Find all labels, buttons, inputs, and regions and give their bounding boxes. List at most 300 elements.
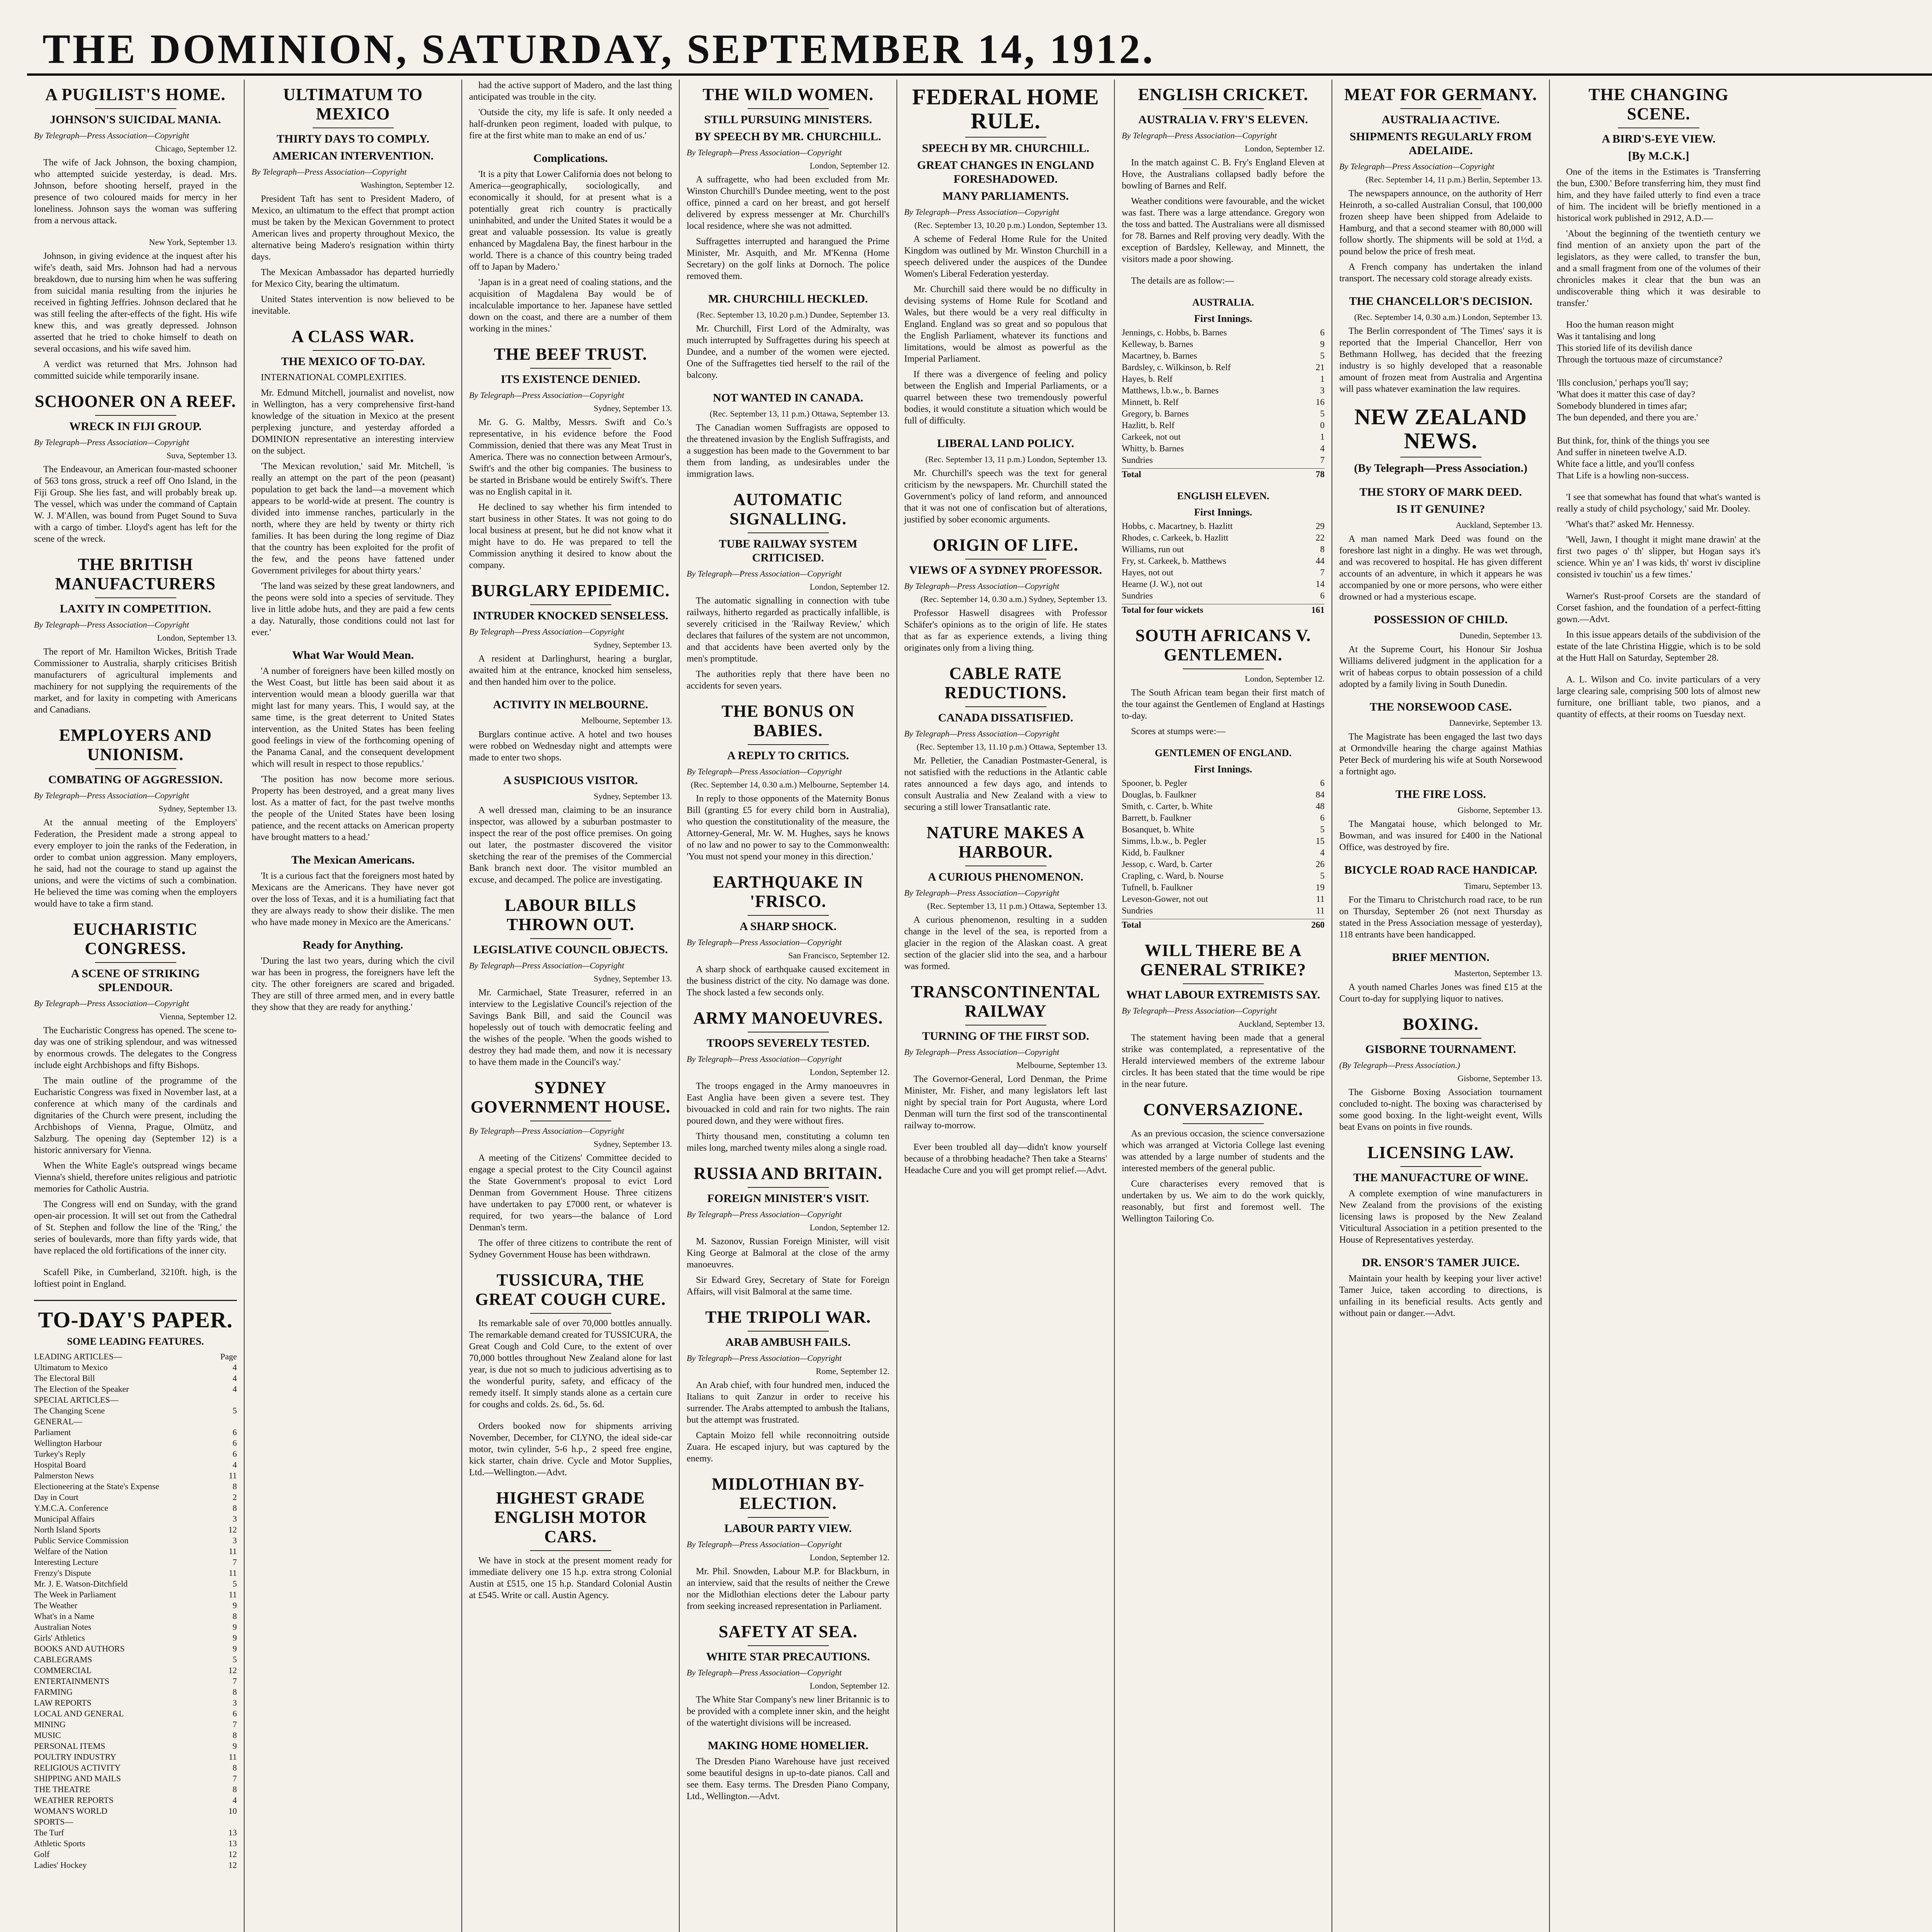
article: [1339, 1256, 1542, 1319]
paragraph: Captain Moizo fell while reconnoitring outside Zuara. He escaped injury, but was captured by the enemy.: [687, 1430, 889, 1464]
contents-row: [34, 1719, 237, 1730]
paragraph: Ever been troubled all day—didn't know yourself because of a throbbing headache? Then take a Stearns' Headache Cure and you will get prompt relief.—Advt.: [904, 1142, 1107, 1175]
contents-row: [34, 1741, 237, 1752]
batsman: Bosanquet, b. White: [1122, 825, 1194, 834]
telegraph-credit: By Telegraph—Press Association—Copyright: [904, 207, 1060, 217]
article-subheading: MANY PARLIAMENTS.: [942, 190, 1069, 202]
contents-row: [34, 1546, 237, 1557]
paragraph: Suffragettes interrupted and harangued the Prime Minister, Mr. Asquith, and Mr. M'Kenna (Home Secretary) on the golf links at Dornoch. The police removed them.: [687, 236, 889, 281]
headline-rule: [748, 1331, 829, 1332]
headline-rule: [1183, 668, 1264, 669]
contents-row: [34, 1427, 237, 1438]
contents-label: Electioneering at the State's Expense: [34, 1481, 160, 1491]
article-headline: TUSSICURA, THE GREAT COUGH CURE.: [475, 1270, 666, 1309]
contents-page: 9: [233, 1644, 237, 1653]
contents-label: Welfare of the Nation: [34, 1546, 108, 1556]
dateline: Sydney, September 13.: [158, 804, 237, 813]
paragraph: The report of Mr. Hamilton Wickes, British Trade Commissioner to Australia, sharply criticises British manufacturers of agricultural implements and machinery for not supplying the requirements of the market, and for laxity in competing with Americans and Canadians.: [34, 647, 237, 715]
paragraph: 'A number of foreigners have been killed mostly on the West Coast, but little has been said about it as intervention would mean a bloody guerilla war that might last for many years. This, I would say, at the same time, is the great deterrent to United States intervention, as the United States has been feeling good feelings in view of the forthcoming opening of the Panama Canal, and the consequent development which will result in respect to those republics.': [252, 666, 454, 769]
headline-rule: [530, 604, 611, 605]
scorecard-row: [1122, 835, 1325, 847]
contents-page: 5: [233, 1579, 237, 1588]
contents-page: 4: [233, 1362, 237, 1372]
contents-label: Ladies' Hockey: [34, 1860, 87, 1870]
contents-row: [34, 1827, 237, 1838]
total-runs: 78: [1316, 469, 1325, 479]
paragraph: Mr. Churchill, First Lord of the Admiralty, was much interrupted by Suffragettes during his speech at Dundee, and a number of the women were ejected. One of the Suffragettes tied herself to the rail of the balcony.: [687, 324, 889, 380]
article: [1339, 485, 1542, 603]
contents-row: [34, 1687, 237, 1697]
contents-page: 10: [228, 1806, 237, 1816]
article-subheading: THIRTY DAYS TO COMPLY.: [276, 133, 430, 145]
batsman: Simms, l.b.w., b. Pegler: [1122, 836, 1206, 846]
article-headline: TRANSCONTINENTAL RAILWAY: [911, 982, 1100, 1020]
dateline: Dunedin, September 13.: [1459, 631, 1542, 640]
batsman: Kidd, b. Faulkner: [1122, 848, 1185, 857]
column-4: [680, 80, 897, 1932]
article-subheading: MAKING HOME HOMELIER.: [707, 1739, 869, 1752]
batsman: Minnett, b. Relf: [1122, 397, 1179, 407]
dateline: Sydney, September 13.: [594, 1139, 672, 1149]
batsman: Carkeek, not out: [1122, 432, 1181, 442]
runs: 6: [1320, 591, 1325, 600]
paragraph: The Berlin correspondent of 'The Times' says it is reported that the Imperial Chancellor, Herr von Bethmann Hollweg, has decided that the freezing industry is so highly developed that a reasonable amount of frozen meat from Australia and Argentina will pass whatever examination the law requires.: [1339, 326, 1542, 394]
todays-paper-headline: TO-DAY'S PAPER.: [38, 1307, 233, 1332]
dateline: London, September 12.: [1245, 144, 1325, 153]
dateline: London, September 12.: [810, 1681, 889, 1690]
scorecard-row: [1122, 590, 1325, 602]
contents-page: 9: [233, 1633, 237, 1643]
contents-label: What's in a Name: [34, 1611, 95, 1621]
scorecard-row: [1122, 420, 1325, 431]
paragraph: Sir Edward Grey, Secretary of State for Foreign Affairs, will visit Balmoral at the same time.: [687, 1275, 889, 1297]
article-subheading: POSSESSION OF CHILD.: [1374, 613, 1508, 626]
scorecard-row: [1122, 350, 1325, 362]
contents-label: GENERAL—: [34, 1417, 82, 1426]
contents-page: 12: [228, 1849, 237, 1859]
article-subheading: A SHARP SHOCK.: [740, 920, 837, 933]
paragraph: Weather conditions were favourable, and the wicket was fast. There was a large attendance. Gregory won the toss and batted. The Australians were all dismissed for 78. Barnes and Relf proving very deadly. With the exception of Bardsley, Kelleway, and Minnett, the visitors made a poor showing.: [1122, 196, 1325, 264]
article: [1122, 275, 1325, 287]
paragraph: Cure characterises every removed that is undertaken by us. We aim to do the work quickly, reasonably, but first and foremost well. The Wellington Tailoring Co.: [1122, 1179, 1325, 1224]
article-subheading: STILL PURSUING MINISTERS.: [704, 113, 872, 126]
headline-rule: [95, 415, 176, 416]
contents-row: [34, 1752, 237, 1762]
article: [252, 853, 454, 928]
contents-page: 8: [233, 1611, 237, 1621]
batsman: Smith, c. Carter, b. White: [1122, 801, 1213, 811]
contents-row: [34, 1806, 237, 1816]
article-headline: CABLE RATE REDUCTIONS.: [944, 664, 1067, 702]
runs: 8: [1320, 544, 1325, 554]
paragraph: Mr. G. G. Maltby, Messrs. Swift and Co.'s representative, in his evidence before the Food Commission, denied that there was any Meat Trust in America. There was no connection between Armour's, Swift's and the other big companies. The business to be started in Brisbane would be entirely Swift's. There was no English capital in it.: [469, 417, 672, 497]
paragraph: He declined to say whether his firm intended to start business in other States. It was not going to do local business at present, but he did not know what it might have to do. He was prepared to tell the Commission anything it desired to know about the company.: [469, 502, 672, 570]
contents-row: [34, 1600, 237, 1611]
headline-rule: [748, 1187, 829, 1188]
batsman: Hobbs, c. Macartney, b. Hazlitt: [1122, 521, 1233, 531]
contents-page: 9: [233, 1622, 237, 1632]
masthead-title: THE DOMINION, SATURDAY, SEPTEMBER 14, 1912.: [43, 26, 1155, 72]
article: [687, 872, 889, 998]
dateline: Gisborne, September 13.: [1458, 805, 1542, 815]
article-subheading: What War Would Mean.: [292, 649, 414, 662]
scorecard-row: [1122, 859, 1325, 870]
scorecard-row: [1122, 385, 1325, 396]
article-subheading: CANADA DISSATISFIED.: [938, 711, 1073, 724]
article: [252, 85, 454, 317]
article-subheading: NOT WANTED IN CANADA.: [713, 391, 863, 404]
telegraph-credit: By Telegraph—Press Association—Copyright: [34, 998, 189, 1008]
article-headline: AUTOMATIC SIGNALLING.: [729, 490, 847, 528]
runs: 84: [1316, 790, 1325, 799]
divider: [34, 1300, 237, 1301]
contents-row: [34, 1611, 237, 1622]
article-headline: THE BEEF TRUST.: [494, 345, 647, 364]
article: [1557, 319, 1760, 481]
article: [469, 896, 672, 1068]
scorecard-team: AUSTRALIA.: [1192, 297, 1254, 308]
paragraph: A meeting of the Citizens' Committee decided to engage a special protest to the City Council against the State Government's proposal to evict Lord Denman from Government House. Three citizens have undertaken to pay £7000 rent, or whatever is required, for two years—the balance of Lord Denman's term.: [469, 1153, 672, 1233]
contents-row: [34, 1762, 237, 1773]
paragraph: 'It is a curious fact that the foreigners most hated by Mexicans are the Americans. They have never got over the loss of Texas, and it is a humiliating fact that they are always ready to show their dislike. The men who have made money in Mexico are the Americans.': [252, 871, 454, 927]
headline-rule: [965, 559, 1046, 560]
article-subheading: LIBERAL LAND POLICY.: [937, 437, 1074, 450]
headline-rule: [965, 137, 1046, 138]
dateline: (Rec. September 13, 10.20 p.m.) London, September 13.: [914, 220, 1107, 230]
runs: 16: [1316, 397, 1325, 407]
runs: 19: [1316, 883, 1325, 892]
paragraph: Burglars continue active. A hotel and two houses were robbed on Wednesday night and attempts were made to enter two shops.: [469, 730, 672, 763]
headline-rule: [748, 915, 829, 916]
contents-label: The Election of the Speaker: [34, 1384, 129, 1394]
contents-label: THE THEATRE: [34, 1784, 90, 1794]
paragraph: had the active support of Madero, and the last thing anticipated was trouble in the city.: [469, 80, 672, 102]
contents-page: 7: [233, 1774, 237, 1783]
scorecard-row: [1122, 847, 1325, 859]
headline-rule: [530, 368, 611, 369]
contents-page: 6: [233, 1709, 237, 1718]
contents-page: 2: [233, 1492, 237, 1502]
batsman: Jennings, c. Hobbs, b. Barnes: [1122, 328, 1227, 337]
dateline: London, September 12.: [810, 1223, 889, 1232]
article-subheading: WRECK IN FIJI GROUP.: [69, 420, 202, 433]
paragraph: A well dressed man, claiming to be an insurance inspector, was allowed by a suburban postmaster to inspect the rear of the post office premises. On going out later, the postmaster discovered the visitor sketching the rear of the premises of the Commercial Bank branch next door. The visitor mumbled an excuse, and decamped. The police are investigating.: [469, 805, 672, 885]
paragraph: Johnson, in giving evidence at the inquest after his wife's death, said Mrs. Johnson had had a nervous breakdown, due to nursing him when he was suffering from suicidal mania resulting from the injuries he received in fighting Jeffries. Johnson declared that he was still feeling the after-effects of the fight. His wife knew this, and was greatly depressed. Johnson asserted that he tried to choke himself to death on several occasions, and his wife saved him.: [34, 251, 237, 354]
headline-rule: [748, 1517, 829, 1518]
contents-row: [34, 1849, 237, 1860]
telegraph-credit: By Telegraph—Press Association—Copyright: [904, 729, 1060, 738]
paragraph: 'The position has now become more serious. Property has been destroyed, and a great many lives lost. As a matter of fact, for the past twelve months the people of the United States have been losing patience, and the recent attacks on American property have brought matters to a head.': [252, 774, 454, 842]
dateline: (Rec. September 14, 0.30 a.m.) London, September 13.: [1354, 312, 1542, 322]
contents-page: 5: [233, 1655, 237, 1664]
contents-page: 3: [233, 1536, 237, 1545]
article: [1339, 85, 1542, 284]
article-headline: SOUTH AFRICANS V. GENTLEMEN.: [1135, 626, 1311, 664]
headline-rule: [313, 350, 394, 351]
article-subheading: A SUSPICIOUS VISITOR.: [503, 774, 638, 787]
paragraph: Maintain your health by keeping your liver active! Tamer Juice, taken according to directions, is unfailing in its beneficial results. Acts gently and without pain or danger.—Advt.: [1339, 1274, 1542, 1318]
contents-row: [34, 1492, 237, 1503]
column-5: [897, 80, 1115, 1932]
headline-rule: [748, 1645, 829, 1646]
scorecard-total: [1122, 919, 1325, 931]
contents-row: [34, 1416, 237, 1427]
paragraph: The troops engaged in the Army manoeuvres in East Anglia have been given a severe test. They bivouacked in cold and rain for two nights. The rain poured down, and they were without fires.: [687, 1081, 889, 1126]
article-subheading: IS IT GENUINE?: [1396, 503, 1485, 515]
article-subheading: LAXITY IN COMPETITION.: [60, 602, 211, 615]
contents-page: 4: [233, 1795, 237, 1805]
paragraph: United States intervention is now believed to be inevitable.: [252, 294, 454, 316]
paragraph: One of the items in the Estimates is 'Transferring the bun, £300.' Before transferring him, they must find him, and they have failed utterly to find even a trace of him. The incident will be briefly mentioned in a historical work published in 2912, A.D.—: [1557, 167, 1760, 223]
article: [1339, 700, 1542, 777]
article-headline: SAFETY AT SEA.: [718, 1622, 858, 1641]
batsman: Gregory, b. Barnes: [1122, 409, 1189, 418]
contents-row: [34, 1773, 237, 1784]
headline-rule: [1400, 1166, 1481, 1167]
batsman: Fry, st. Carkeek, b. Matthews: [1122, 556, 1226, 566]
contents-label: Palmerston News: [34, 1471, 94, 1480]
scorecard-row: [1122, 893, 1325, 905]
article: [1339, 294, 1542, 395]
scorecard-row: [1122, 373, 1325, 385]
paragraph: In the match against C. B. Fry's England Eleven at Hove, the Australians collapsed badly before the bowling of Barnes and Relf.: [1122, 158, 1325, 191]
article: [1122, 85, 1325, 265]
article: [469, 774, 672, 886]
article-subheading: BY SPEECH BY MR. CHURCHILL.: [695, 130, 881, 143]
batsman: Jessop, c. Ward, b. Carter: [1122, 859, 1213, 869]
paragraph: The Endeavour, an American four-masted schooner of 563 tons gross, struck a reef off Ono Island, in the Fiji Group. She lies fast, and will probably break up. The vessel, which was under the command of Captain W. J. M'Allen, was bound from Puget Sound to Suva with a cargo of timber. Lloyd's agent has left for the scene of the wreck.: [34, 464, 237, 544]
contents-row: [34, 1481, 237, 1492]
runs: 5: [1320, 825, 1325, 834]
runs: 0: [1320, 420, 1325, 430]
paragraph: The newspapers announce, on the authority of Herr Heinroth, a so-called Australian Consul, that 100,000 frozen sheep have been shipped from Adelaide to Hamburg, and that a second steamer with 80,000 will follow shortly. The shipments will be sold at 1½d. a pound below the price of fresh meat.: [1339, 189, 1542, 257]
paragraph: Mr. Carmichael, State Treasurer, referred in an interview to the Legislative Council's rejection of the Savings Bank Bill, and said the Council was hopelessly out of touch with democratic feeling and the wishes of the people. 'When the goods wished to destroy they had made them, and now it is necessary to have them made in the Council's way.': [469, 988, 672, 1067]
telegraph-credit: By Telegraph—Press Association—Copyright: [687, 1353, 842, 1363]
article: [1339, 1015, 1542, 1133]
scorecard-row: [1122, 578, 1325, 590]
telegraph-credit: By Telegraph—Press Association—Copyright: [687, 1668, 842, 1677]
contents-row: [34, 1351, 237, 1362]
article-subheading: WHITE STAR PRECAUTIONS.: [706, 1650, 870, 1663]
batsman: Macartney, b. Barnes: [1122, 351, 1197, 361]
scorecard-innings: First Innings.: [1194, 507, 1252, 518]
article-subheading: THE STORY OF MARK DEED.: [1359, 486, 1522, 498]
total-label: Total: [1122, 920, 1141, 930]
contents-row: [34, 1860, 237, 1871]
contents-label: The Weather: [34, 1600, 78, 1610]
article: [252, 648, 454, 843]
article-subheading: A REPLY TO CRITICS.: [727, 749, 849, 762]
contents-page: 9: [233, 1741, 237, 1751]
dateline: Sydney, September 13.: [594, 974, 672, 983]
contents-label: Golf: [34, 1849, 50, 1859]
contents-page: 8: [233, 1763, 237, 1772]
article-subheading: ITS EXISTENCE DENIED.: [501, 373, 640, 386]
article-subheading: AMERICAN INTERVENTION.: [272, 150, 434, 162]
paragraph: 'Well, Jawn, I thought it might mane drawin' at the first two pages o' th' slipper, but Hogan says it's science. Whin ye an' I was kids, th' worst iv discipline consisted iv touchin' us a few times.': [1557, 535, 1760, 580]
paragraph: The White Star Company's new liner Britannic is to be provided with a complete inner skin, and the height of the watertight divisions will be increased.: [687, 1695, 889, 1728]
contents-label: CABLEGRAMS: [34, 1655, 92, 1664]
runs: 5: [1320, 871, 1325, 881]
contents-row: [34, 1459, 237, 1470]
telegraph-credit: By Telegraph—Press Association—Copyright: [1339, 162, 1495, 171]
paragraph: Warner's Rust-proof Corsets are the standard of Corset fashion, and the foundation of a perfect-fitting gown.—Advt.: [1557, 591, 1760, 624]
contents-page: Page: [220, 1352, 237, 1361]
article: [1122, 626, 1325, 737]
contents-label: Turkey's Reply: [34, 1449, 86, 1459]
article-subheading: SPEECH BY MR. CHURCHILL.: [922, 142, 1090, 155]
scorecard-row: [1122, 777, 1325, 789]
contents-row: [34, 1838, 237, 1849]
dateline: (Rec. September 14, 0.30 a.m.) Sydney, September 13.: [920, 594, 1107, 604]
paragraph: The Magistrate has been engaged the last two days at Ormondville hearing the charge against Mathias Peter Beck of murdering his wife at South Norsewood a fortnight ago.: [1339, 732, 1542, 777]
paragraph: A. L. Wilson and Co. invite particulars of a very large clearing sale, comprising 500 lots of almost new furniture, one brilliant table, two pianos, and a quantity of effects, at their rooms on Tuesday next.: [1557, 675, 1760, 719]
contents-page: 7: [233, 1557, 237, 1567]
article-subheading: LEGISLATIVE COUNCIL OBJECTS.: [473, 943, 668, 956]
dateline: New York, September 13.: [149, 237, 237, 247]
article: [469, 80, 672, 141]
contents-page: 11: [228, 1568, 237, 1578]
contents-label: LOCAL AND GENERAL: [34, 1709, 124, 1718]
article: [687, 85, 889, 282]
contents-row: [34, 1449, 237, 1459]
contents-row: [34, 1708, 237, 1719]
runs: 3: [1320, 386, 1325, 395]
paragraph: The automatic signalling in connection with tube railways, hitherto regarded as practically infallible, is severely criticised in the 'Railway Review,' which declares that failures of the system are not uncommon, and that accidents have been averted only by the men's promptitude.: [687, 596, 889, 664]
telegraph-credit: By Telegraph—Press Association—Copyright: [1122, 1006, 1277, 1015]
article: [904, 536, 1107, 654]
article: [34, 920, 237, 1257]
batsman: Whitty, b. Barnes: [1122, 444, 1184, 453]
contents-label: ENTERTAINMENTS: [34, 1676, 109, 1686]
paragraph: INTERNATIONAL COMPLEXITIES.: [261, 372, 406, 383]
article: [469, 698, 672, 764]
telegraph-credit: By Telegraph—Press Association—Copyright: [904, 1047, 1060, 1057]
scorecard-row: [1122, 532, 1325, 544]
scorecard-row: [1122, 544, 1325, 555]
contents-page: 11: [228, 1752, 237, 1762]
article: [1122, 941, 1325, 1090]
article-headline: BOXING.: [1403, 1015, 1479, 1034]
scorecard-row: [1122, 555, 1325, 567]
paragraph: Thirty thousand men, constituting a column ten miles long, marched twenty miles along a single road.: [687, 1131, 889, 1153]
article-headline: ORIGIN OF LIFE.: [933, 536, 1078, 554]
contents-label: WOMAN'S WORLD: [34, 1806, 107, 1816]
article: [252, 938, 454, 1013]
batsman: Hazlitt, b. Relf: [1122, 420, 1175, 430]
article-subheading: FOREIGN MINISTER'S VISIT.: [707, 1192, 869, 1205]
paragraph: Orders booked now for shipments arriving November, December, for CLYNO, the ideal side-car motor, twin cylinder, 5-6 h.p., 2 speed free engine, kick starter, chain drive. Cycle and Motor Supplies, Ltd.—Wellington.—Advt.: [469, 1421, 672, 1478]
article-headline: A CLASS WAR.: [291, 327, 415, 346]
telegraph-credit: By Telegraph—Press Association—Copyright: [687, 148, 842, 157]
scorecard-total: [1122, 604, 1325, 616]
telegraph-credit: By Telegraph—Press Association—Copyright: [687, 1054, 842, 1064]
article: [904, 982, 1107, 1131]
article-subheading: THE MEXICO OF TO-DAY.: [281, 355, 425, 368]
telegraph-credit: By Telegraph—Press Association—Copyright: [469, 1126, 624, 1136]
contents-label: MINING: [34, 1719, 66, 1729]
article-subheading: (By Telegraph—Press Association.): [1354, 462, 1527, 474]
article: [1557, 492, 1760, 580]
scorecard-team: GENTLEMEN OF ENGLAND.: [1155, 747, 1292, 759]
contents-row: [34, 1654, 237, 1665]
article: [904, 664, 1107, 813]
contents-label: PERSONAL ITEMS: [34, 1741, 105, 1751]
contents-row: [34, 1384, 237, 1395]
contents-label: Municipal Affairs: [34, 1514, 95, 1524]
paragraph: In this issue appears details of the subdivision of the estate of the late Christina Higgie, which is to be sold at the Hutt Hall on Saturday, September 28.: [1557, 630, 1760, 663]
article: [34, 1267, 237, 1290]
contents-label: SPORTS—: [34, 1817, 73, 1827]
dateline: Masterton, September 13.: [1454, 968, 1542, 978]
article: [34, 555, 237, 716]
contents-row: [34, 1730, 237, 1741]
contents-page: 12: [228, 1860, 237, 1870]
scorecard-row: [1122, 362, 1325, 373]
batsman: Hayes, not out: [1122, 568, 1173, 577]
paragraph: A youth named Charles Jones was fined £15 at the Court to-day for supplying liquor to natives.: [1339, 982, 1542, 1004]
column-7: [1332, 80, 1550, 1932]
article-subheading: THE MANUFACTURE OF WINE.: [1353, 1171, 1528, 1184]
column-8: [1550, 80, 1767, 1932]
article: [252, 327, 454, 638]
dateline: (Rec. September 13, 11 p.m.) London, September 13.: [925, 454, 1107, 464]
article-subheading: MR. CHURCHILL HECKLED.: [708, 293, 868, 305]
scorecard-innings: First Innings.: [1194, 764, 1252, 775]
todays-paper: [34, 1308, 237, 1871]
paragraph: A verdict was returned that Mrs. Johnson had committed suicide while temporarily insane.: [34, 359, 237, 381]
paragraph: 'I see that somewhat has found that what's wanted is really a study of child psychology,' said Mr. Dooley.: [1557, 492, 1760, 514]
scorecard-row: [1122, 327, 1325, 338]
contents-page: 4: [233, 1373, 237, 1383]
telegraph-credit: By Telegraph—Press Association—Copyright: [687, 1209, 842, 1219]
scorecard-row: [1122, 905, 1325, 917]
article-headline: LICENSING LAW.: [1367, 1143, 1514, 1162]
contents-page: 12: [228, 1525, 237, 1534]
scorecard: [1122, 490, 1325, 616]
paragraph: Its remarkable sale of over 70,000 bottles annually. The remarkable demand created for TUSSICURA, the Great Cough and Cold Cure, to the extent of over 70,000 bottles throughout New Zealand alone for last year, is due not so much to judicious advertising as to the wonderful purity, safety, and efficacy of the remedy itself. It simply stands alone as a certain cure for coughs and colds. 2s. 6d., 5s. 6d.: [469, 1318, 672, 1410]
contents-label: SHIPPING AND MAILS: [34, 1774, 121, 1783]
contents-row: [34, 1578, 237, 1589]
dateline: Auckland, September 13.: [1238, 1019, 1325, 1029]
contents-page: 6: [233, 1449, 237, 1459]
verse: Hoo the human reason might Was it tantalising and long This storied life of its devilish dance Through the tortuous maze of circumstance? 'Ills conclusion,' perhaps you'll say; 'What does it matter this case of day? Somebody blundered in times afar; The bun depended, and there you are.' But think, for, think of the things you see And suffer in nineteen twelve A.D. White face a little, and you'll confess That Life is a howling non-success.: [1557, 320, 1723, 481]
scorecard-total: [1122, 468, 1325, 480]
article: [469, 1488, 672, 1601]
dateline: Rome, September 12.: [816, 1366, 889, 1376]
article: [34, 726, 237, 910]
dateline: Auckland, September 13.: [1456, 520, 1542, 530]
batsman: Kelleway, b. Barnes: [1122, 339, 1193, 349]
dateline: Dannevirke, September 13.: [1449, 718, 1542, 728]
contents-label: The Week in Parliament: [34, 1590, 116, 1599]
contents-row: [34, 1676, 237, 1687]
article: [34, 85, 237, 226]
dateline: (Rec. September 13, 10.20 p.m.) Dundee, September 13.: [697, 310, 889, 320]
paragraph: 'During the last two years, during which the civil war has been in progress, the foreigners have left the city. The other foreigners are scared and brigaded. They are still of three armed men, and in every battle they show that they are ready for anything.': [252, 956, 454, 1012]
batsman: Matthews, l.b.w., b. Barnes: [1122, 386, 1219, 395]
contents-label: Girls' Athletics: [34, 1633, 85, 1643]
contents-label: Interesting Lecture: [34, 1557, 99, 1567]
contents-label: Ultimatum to Mexico: [34, 1362, 108, 1372]
scorecard-row: [1122, 431, 1325, 443]
contents-row: [34, 1524, 237, 1535]
telegraph-credit: By Telegraph—Press Association—Copyright: [1122, 131, 1277, 140]
runs: 9: [1320, 339, 1325, 349]
contents-label: Hospital Board: [34, 1460, 86, 1469]
article-headline: LABOUR BILLS THROWN OUT.: [505, 896, 636, 934]
article-subheading: WHAT LABOUR EXTREMISTS SAY.: [1126, 988, 1320, 1001]
